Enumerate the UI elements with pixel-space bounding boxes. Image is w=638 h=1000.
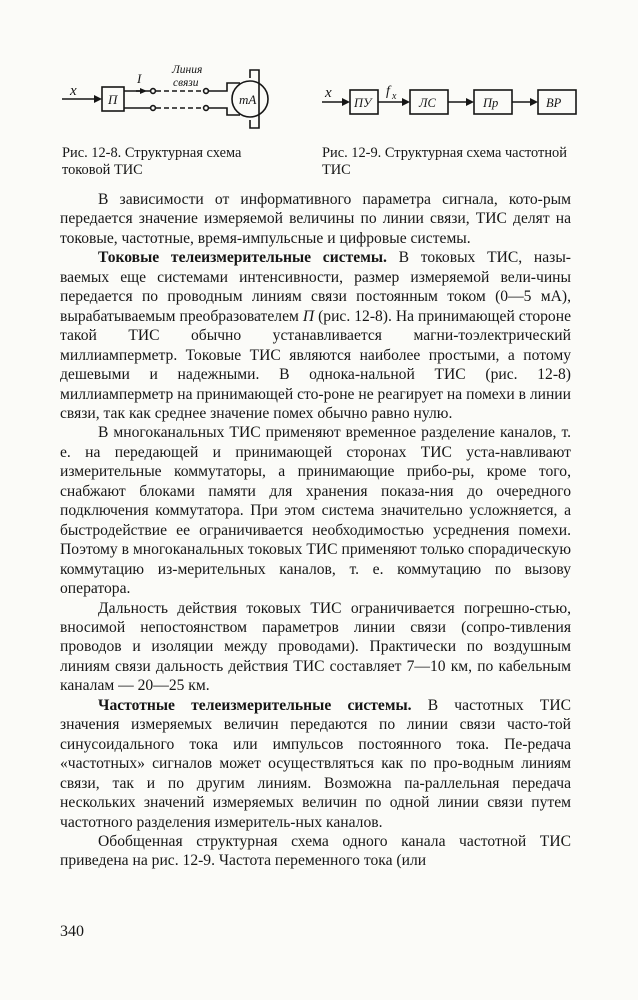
fig2-freq-label: f — [386, 84, 390, 99]
paragraph-range: Дальность действия токовых ТИС ограничивается погрешно-стью, вносимой непостоянством параметров линии связи (сопро-тивления проводов и изоляции между проводами). Практически по воздушным линиям связи дальность действия ТИС составляет 7—10 км, по кабельным каналам — 20—25 км. — [60, 599, 571, 695]
page-number: 340 — [60, 923, 84, 940]
paragraph-multichannel: В многоканальных ТИС применяют временное разделение каналов, т. е. на передающей и принимающей сторонах ТИС уста-навливают измерительные коммутаторы, а принимающие прибо-ры, кроме того, снабжают блоками памяти для хранения показа-ния до очередного подключения коммутатора. При этом система значительно усложняется, а быстродействие ее ограничивается необходимостью усреднения помехи. Поэтому в многоканальных токовых ТИС применяют только спорадическую коммутацию из-мерительных каналов, т. е. коммутацию по вызову оператора. — [60, 424, 571, 598]
fig2-block-pu: ПУ — [354, 96, 372, 110]
current-systems-text-a: В токовых ТИС, назы-ваемых еще системами интенсивности, размер измеряемой вели-чины передается по проводным линиям связи постоянным током (0—5 мА), вырабатываемым преобразователем — [60, 249, 571, 325]
fig2-input-label: x — [325, 85, 332, 101]
paragraph-frequency-systems — [60, 696, 571, 832]
frequency-systems-text: В частотных ТИС значения измеряемых величин передаются по линии связи часто-той синусоидального тока или импульсов постоянного тока. Пе-редача «частотных» сигналов может осуществляться как по про-водным линиям связи, так и по другим линиям. Возможна па-раллельная передача нескольких значений измеряемых величин по одной линии связи путем частотного разделения измеритель-ных каналов. — [60, 696, 571, 831]
fig2-block-pr: Пр — [483, 96, 499, 110]
heading-current-systems: Токовые телеизмерительные системы. — [98, 249, 387, 267]
fig2-block-vr: ВР — [546, 96, 562, 110]
paragraph-current-systems — [60, 248, 571, 423]
fig1-input-label: x — [70, 83, 77, 99]
converter-symbol: П — [302, 307, 315, 325]
heading-frequency-systems: Частотные телеизмерительные системы. — [98, 696, 412, 714]
paragraph-classification: В зависимости от информативного параметра сигнала, кото-рым передается значение измеряемой величины по линии связи, ТИС делят на токовые, частотные, время-импульсные и цифровые системы. — [60, 191, 571, 247]
figure-12-8-diagram — [62, 52, 292, 130]
current-systems-text-b: (рис. 12-8). На принимающей стороне такой ТИС обычно устанавливается магни-тоэлектрический миллиамперметр. Токовые ТИС являются наиболее простыми, а потому дешевыми и надежными. В однока-нальной ТИС (рис. 12-8) миллиамперметр на принимающей сто-роне не реагирует на помехи в линии связи, так как среднее значение помех обычно равно нулю. — [60, 307, 571, 422]
figure-12-8-caption: Рис. 12-8. Структурная схема токовой ТИС — [62, 145, 242, 178]
fig2-freq-subscript: x — [392, 91, 397, 102]
fig1-line-label: Линия связи — [172, 64, 203, 89]
paragraph-generalized-scheme: Обобщенная структурная схема одного канала частотной ТИС приведена на рис. 12-9. Частота переменного тока (или — [60, 832, 571, 870]
frequency-tis-schematic — [322, 52, 582, 130]
fig1-converter-label: П — [108, 92, 118, 107]
fig1-current-label: I — [137, 71, 142, 86]
fig2-block-ls: ЛС — [419, 96, 436, 110]
fig1-meter-label: mA — [239, 92, 257, 107]
figure-12-9-diagram — [322, 52, 582, 130]
body-text — [60, 190, 571, 871]
current-tis-schematic — [62, 52, 292, 130]
figure-12-9-caption: Рис. 12-9. Структурная схема частотной ТИС — [322, 145, 567, 178]
